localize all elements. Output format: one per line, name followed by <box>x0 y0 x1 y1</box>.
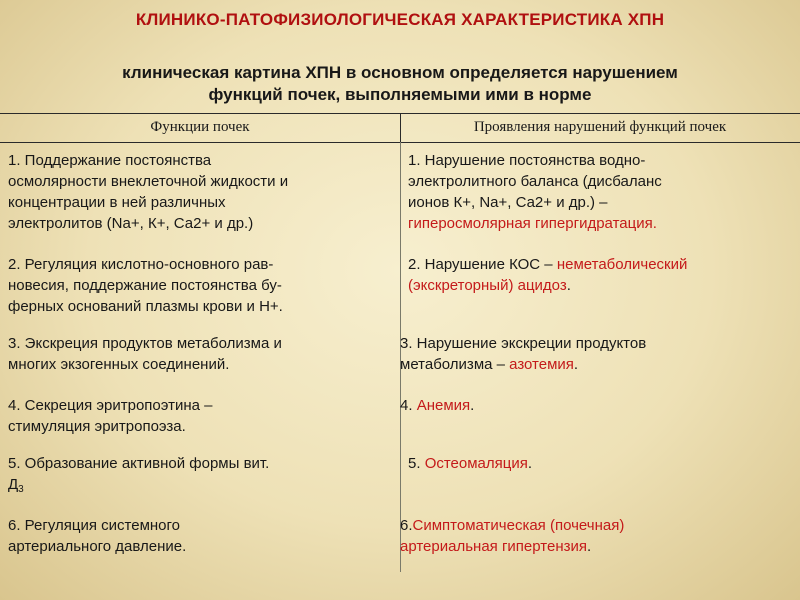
table-cell-disorder <box>400 395 796 416</box>
cell-text-tail: . <box>573 356 579 373</box>
cell-highlight: Симптоматическая (почечная) артериальная гипертензия <box>400 517 625 555</box>
cell-highlight: азотемия <box>509 356 574 373</box>
cell-text: 3. Нарушение экскреции продуктов метаболизма – <box>400 335 647 373</box>
cell-highlight: Анемия <box>416 397 471 414</box>
column-header-disorders: Проявления нарушений функций почек <box>473 119 727 135</box>
subtitle-line-2: функций почек, выполняемыми ими в норме <box>208 85 592 104</box>
table-cell-disorder <box>408 150 796 234</box>
cell-text: 1. Нарушение постоянства водно- электролитного баланса (дисбаланс ионов К+, Na+, Са2+ и др.) – <box>408 152 662 211</box>
cell-highlight: гиперосмолярная гипергидратация. <box>408 215 657 232</box>
cell-text: 2. Нарушение КОС – <box>408 256 557 273</box>
subtitle-line-1: клиническая картина ХПН в основном определяется нарушением <box>122 63 678 82</box>
cell-text: 5. <box>408 455 425 472</box>
table-cell-disorder <box>400 515 796 557</box>
table-cell-disorder <box>408 254 796 296</box>
column-header-functions: Функции почек <box>150 119 250 135</box>
table-cell-function: 1. Поддержание постоянства осмолярности внеклеточной жидкости и концентрации в ней различных электролитов (Na+, К+, Са2+ и др.) <box>8 152 289 232</box>
table-cell-disorder <box>400 333 796 375</box>
cell-text-tail: . <box>470 397 475 414</box>
table-cell-disorder <box>408 453 796 474</box>
cell-text-tail: . <box>586 538 592 555</box>
subscript: 3 <box>18 484 24 495</box>
cell-text: 5. Образование активной формы вит. Д <box>8 455 270 493</box>
table-cell-function: 3. Экскреция продуктов метаболизма и многих экзогенных соединений. <box>8 335 282 373</box>
table-cell-function <box>8 453 396 500</box>
table-cell-function: 4. Секреция эритропоэтина – стимуляция эритропоэза. <box>8 397 213 435</box>
slide-title: КЛИНИКО-ПАТОФИЗИОЛОГИЧЕСКАЯ ХАРАКТЕРИСТИКА ХПН <box>135 10 665 29</box>
cell-text-tail: . <box>527 455 533 472</box>
cell-highlight: Остеомаляция <box>424 455 528 472</box>
cell-text-tail: . <box>566 277 571 294</box>
table-cell-function: 2. Регуляция кислотно-основного рав- новесия, поддержание постоянства бу- ферных оснований плазмы крови и Н+. <box>8 256 283 315</box>
table-cell-function: 6. Регуляция системного артериального давление. <box>8 517 187 555</box>
cell-text: 6. <box>400 517 413 534</box>
cell-text: 4. <box>400 397 417 414</box>
slide-subtitle <box>0 62 800 106</box>
cell-highlight: неметаболический (экскреторный) ацидоз <box>408 256 688 294</box>
